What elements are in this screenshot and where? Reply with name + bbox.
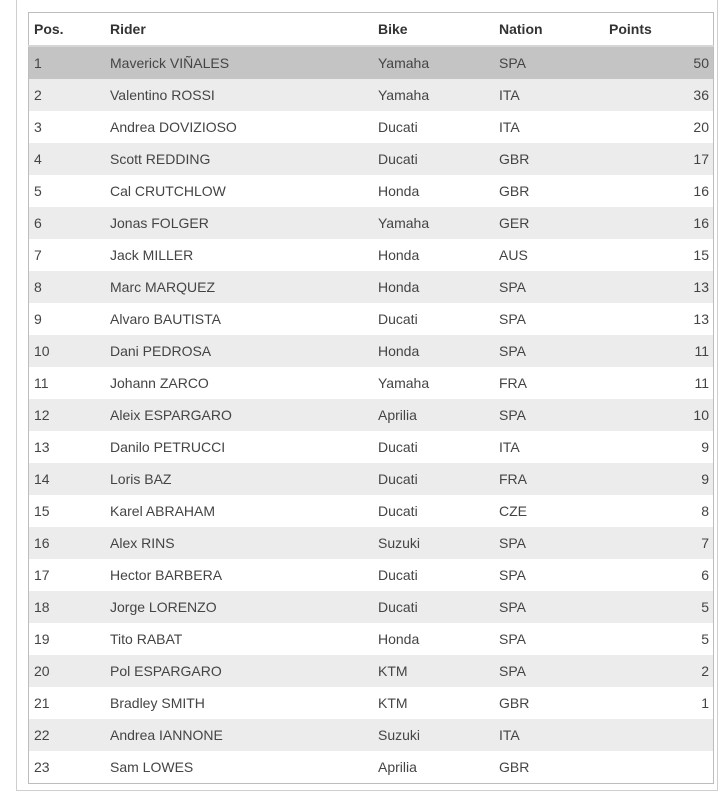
cell-pos: 1 [34, 55, 42, 71]
cell-bike: Aprilia [378, 407, 417, 423]
cell-points: 9 [701, 439, 709, 455]
cell-pos: 9 [34, 311, 42, 327]
table-row[interactable] [29, 111, 714, 143]
cell-rider: Danilo PETRUCCI [110, 439, 226, 455]
cell-rider: Dani PEDROSA [110, 343, 212, 359]
cell-points: 8 [701, 503, 709, 519]
standings-table [28, 12, 714, 784]
cell-points: 16 [693, 215, 709, 231]
table-row[interactable] [29, 687, 714, 719]
cell-rider: Pol ESPARGARO [110, 663, 222, 679]
table-header-row [29, 13, 714, 47]
cell-rider: Hector BARBERA [110, 567, 223, 583]
cell-bike: KTM [378, 663, 408, 679]
cell-nation: CZE [499, 503, 527, 519]
table-row[interactable] [29, 399, 714, 431]
cell-nation: SPA [499, 311, 526, 327]
cell-points: 20 [693, 119, 709, 135]
cell-pos: 16 [34, 535, 50, 551]
cell-pos: 8 [34, 279, 42, 295]
cell-rider: Andrea DOVIZIOSO [110, 119, 237, 135]
cell-nation: GBR [499, 183, 530, 199]
cell-points [609, 751, 714, 784]
cell-pos: 10 [34, 343, 50, 359]
table-row[interactable] [29, 367, 714, 399]
table-row[interactable] [29, 463, 714, 495]
cell-bike: Yamaha [378, 55, 430, 71]
cell-rider: Bradley SMITH [110, 695, 205, 711]
cell-bike: Ducati [378, 471, 418, 487]
cell-points: 13 [693, 311, 709, 327]
cell-rider: Karel ABRAHAM [110, 503, 216, 519]
table-row[interactable] [29, 143, 714, 175]
table-row[interactable] [29, 46, 714, 79]
cell-nation: SPA [499, 279, 526, 295]
cell-bike: KTM [378, 695, 408, 711]
cell-points: 7 [701, 535, 709, 551]
cell-pos: 11 [34, 375, 49, 391]
table-row[interactable] [29, 207, 714, 239]
cell-pos: 4 [34, 151, 42, 167]
cell-points [609, 719, 714, 751]
cell-points: 6 [701, 567, 709, 583]
cell-rider: Jorge LORENZO [110, 599, 217, 615]
table-row[interactable] [29, 303, 714, 335]
cell-nation: SPA [499, 663, 526, 679]
cell-nation: SPA [499, 567, 526, 583]
cell-pos: 19 [34, 631, 50, 647]
cell-points: 15 [693, 247, 709, 263]
cell-nation: SPA [499, 631, 526, 647]
cell-bike: Ducati [378, 119, 418, 135]
cell-bike: Suzuki [378, 727, 421, 743]
cell-bike: Honda [378, 631, 420, 647]
cell-nation: ITA [499, 119, 520, 135]
header-rider[interactable]: Rider [110, 13, 378, 47]
cell-bike: Suzuki [378, 535, 421, 551]
cell-rider: Maverick VIÑALES [110, 55, 230, 71]
cell-points: 11 [694, 343, 709, 359]
cell-bike: Yamaha [378, 215, 430, 231]
header-points[interactable]: Points [609, 13, 714, 47]
cell-nation: ITA [499, 439, 520, 455]
table-row[interactable] [29, 431, 714, 463]
cell-bike: Yamaha [378, 87, 430, 103]
cell-pos: 14 [34, 471, 50, 487]
cell-pos: 6 [34, 215, 42, 231]
cell-nation: SPA [499, 343, 526, 359]
table-row[interactable] [29, 623, 714, 655]
cell-rider: Alvaro BAUTISTA [110, 311, 221, 327]
cell-pos: 18 [34, 599, 50, 615]
cell-bike: Ducati [378, 567, 418, 583]
cell-points: 13 [693, 279, 709, 295]
cell-points: 5 [701, 631, 709, 647]
cell-pos: 3 [34, 119, 42, 135]
cell-points: 10 [693, 407, 709, 423]
table-row[interactable] [29, 271, 714, 303]
cell-rider: Scott REDDING [110, 151, 211, 167]
cell-nation: ITA [499, 727, 520, 743]
cell-nation: AUS [499, 247, 528, 263]
header-pos[interactable]: Pos. [29, 13, 111, 47]
cell-points: 16 [693, 183, 709, 199]
cell-points: 9 [701, 471, 709, 487]
cell-nation: GBR [499, 695, 530, 711]
cell-nation: GBR [499, 759, 530, 775]
cell-rider: Tito RABAT [110, 631, 183, 647]
cell-bike: Honda [378, 183, 420, 199]
cell-bike: Ducati [378, 311, 418, 327]
cell-nation: SPA [499, 55, 526, 71]
table-row[interactable] [29, 751, 714, 784]
header-nation[interactable]: Nation [499, 13, 609, 47]
cell-bike: Honda [378, 247, 420, 263]
cell-nation: SPA [499, 535, 526, 551]
table-row[interactable] [29, 559, 714, 591]
cell-nation: SPA [499, 407, 526, 423]
header-bike[interactable]: Bike [378, 13, 499, 47]
cell-pos: 7 [34, 247, 42, 263]
cell-bike: Honda [378, 279, 420, 295]
cell-rider: Loris BAZ [110, 471, 172, 487]
cell-rider: Cal CRUTCHLOW [110, 183, 226, 199]
cell-rider: Valentino ROSSI [110, 87, 215, 103]
cell-bike: Yamaha [378, 375, 430, 391]
cell-pos: 17 [34, 567, 50, 583]
cell-rider: Sam LOWES [110, 759, 194, 775]
cell-rider: Andrea IANNONE [110, 727, 223, 743]
cell-pos: 22 [34, 727, 50, 743]
cell-points: 2 [701, 663, 709, 679]
cell-bike: Ducati [378, 503, 418, 519]
cell-pos: 15 [34, 503, 50, 519]
cell-rider: Johann ZARCO [110, 375, 209, 391]
cell-bike: Honda [378, 343, 420, 359]
cell-bike: Aprilia [378, 759, 417, 775]
cell-pos: 21 [34, 695, 50, 711]
table-row[interactable] [29, 719, 714, 751]
cell-pos: 2 [34, 87, 42, 103]
table-row[interactable] [29, 495, 714, 527]
cell-nation: SPA [499, 599, 526, 615]
table-row[interactable] [29, 175, 714, 207]
cell-nation: FRA [499, 471, 527, 487]
cell-bike: Ducati [378, 151, 418, 167]
table-row[interactable] [29, 591, 714, 623]
cell-rider: Jack MILLER [110, 247, 194, 263]
cell-pos: 12 [34, 407, 50, 423]
cell-pos: 5 [34, 183, 42, 199]
cell-points: 11 [694, 375, 709, 391]
cell-points: 17 [693, 151, 709, 167]
cell-nation: GER [499, 215, 530, 231]
cell-rider: Alex RINS [110, 535, 175, 551]
table-row[interactable] [29, 655, 714, 687]
cell-points: 1 [701, 695, 709, 711]
cell-rider: Marc MARQUEZ [110, 279, 215, 295]
cell-bike: Ducati [378, 439, 418, 455]
table-row[interactable] [29, 527, 714, 559]
cell-pos: 13 [34, 439, 50, 455]
cell-pos: 23 [34, 759, 50, 775]
table-row[interactable] [29, 239, 714, 271]
cell-rider: Jonas FOLGER [110, 215, 209, 231]
table-row[interactable] [29, 335, 714, 367]
cell-bike: Ducati [378, 599, 418, 615]
cell-nation: FRA [499, 375, 527, 391]
cell-nation: ITA [499, 87, 520, 103]
cell-points: 50 [693, 55, 709, 71]
cell-points: 5 [701, 599, 709, 615]
cell-points: 36 [693, 87, 709, 103]
cell-pos: 20 [34, 663, 50, 679]
table-row[interactable] [29, 79, 714, 111]
cell-nation: GBR [499, 151, 530, 167]
cell-rider: Aleix ESPARGARO [110, 407, 232, 423]
